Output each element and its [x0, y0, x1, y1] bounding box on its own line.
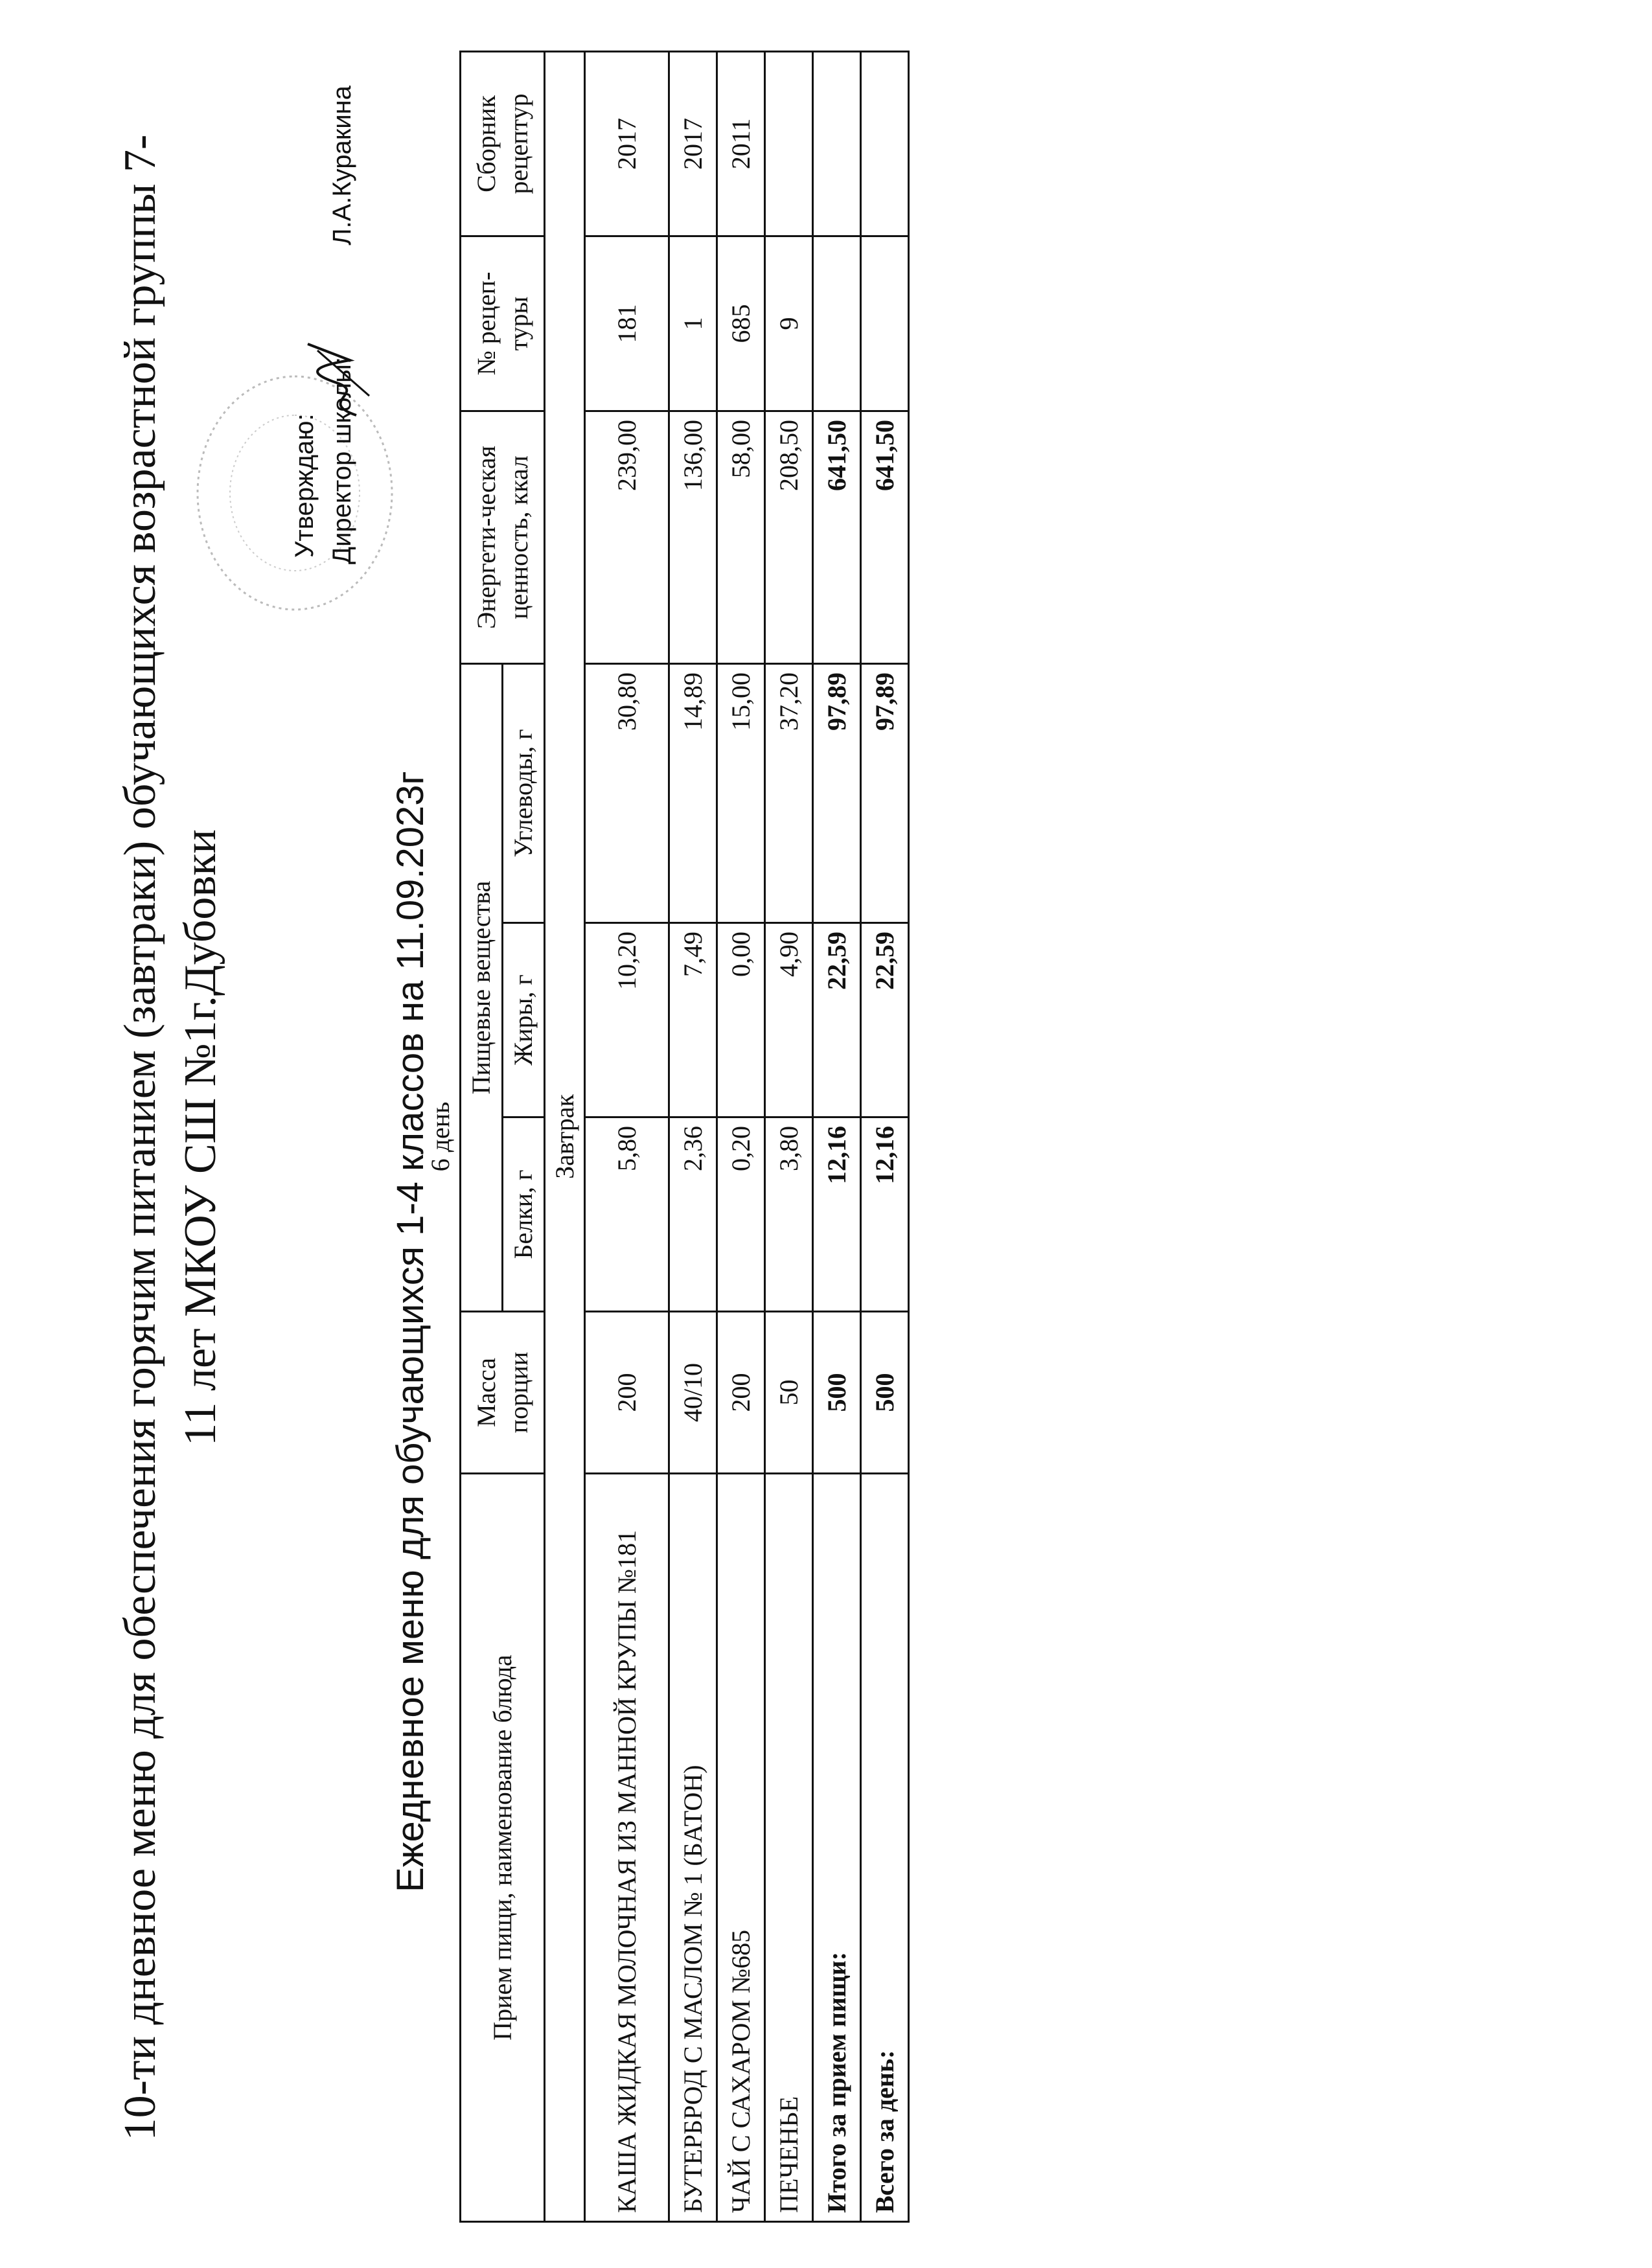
- day-label: 6 день: [421, 51, 461, 2221]
- signature-image: [304, 338, 376, 422]
- empty-cell: [813, 51, 861, 236]
- header-recipe-no: № рецеп-туры: [461, 236, 545, 411]
- dish-recipe: 9: [765, 236, 813, 411]
- subtotal-fat: 22,59: [813, 923, 861, 1117]
- dish-energy: 239,00: [585, 411, 669, 664]
- subtotal-row: [813, 51, 861, 2221]
- dish-carbs: 14,89: [669, 664, 717, 923]
- dish-mass: 50: [765, 1312, 813, 1474]
- dish-energy: 136,00: [669, 411, 717, 664]
- dish-protein: 2,36: [669, 1117, 717, 1312]
- dish-carbs: 15,00: [717, 664, 765, 923]
- total-protein: 12,16: [861, 1117, 909, 1312]
- dish-protein: 5,80: [585, 1117, 669, 1312]
- dish-fat: 4,90: [765, 923, 813, 1117]
- subtotal-energy: 641,50: [813, 411, 861, 664]
- dish-carbs: 37,20: [765, 664, 813, 923]
- total-energy: 641,50: [861, 411, 909, 664]
- dish-fat: 7,49: [669, 923, 717, 1117]
- subtotal-label: Итого за прием пищи:: [813, 1474, 861, 2222]
- dish-mass: 40/10: [669, 1312, 717, 1474]
- subtotal-carbs: 97,89: [813, 664, 861, 923]
- director-label: Директор школы:: [328, 357, 356, 564]
- subtotal-protein: 12,16: [813, 1117, 861, 1312]
- table-row: [765, 51, 813, 2221]
- header-protein: Белки, г: [503, 1117, 545, 1312]
- header-nutrients: Пищевые вещества: [461, 664, 503, 1312]
- subtotal-mass: 500: [813, 1312, 861, 1474]
- document-title-line2: 11 лет МКОУ СШ №1г.Дубовки: [176, 829, 225, 1446]
- dish-collection: 2011: [717, 51, 765, 236]
- table-row: [585, 51, 669, 2221]
- empty-cell: [813, 236, 861, 411]
- header-meal: Прием пищи, наименование блюда: [461, 1474, 545, 2222]
- menu-table: [421, 51, 910, 2223]
- dish-mass: 200: [585, 1312, 669, 1474]
- dish-fat: 0,00: [717, 923, 765, 1117]
- dish-name: ЧАЙ С САХАРОМ №685: [717, 1474, 765, 2222]
- approve-label: Утверждаю:: [290, 413, 319, 558]
- empty-cell: [861, 51, 909, 236]
- dish-protein: 3,80: [765, 1117, 813, 1312]
- total-label: Всего за день:: [861, 1474, 909, 2222]
- dish-energy: 208,50: [765, 411, 813, 664]
- header-energy: Энергети-ческая ценность, ккал: [461, 411, 545, 664]
- total-mass: 500: [861, 1312, 909, 1474]
- director-line: [328, 86, 357, 564]
- total-fat: 22,59: [861, 923, 909, 1117]
- header-collection: Сборник рецептур: [461, 51, 545, 236]
- total-row: [861, 51, 909, 2221]
- dish-carbs: 30,80: [585, 664, 669, 923]
- header-carbs: Углеводы, г: [503, 664, 545, 923]
- empty-cell: [861, 236, 909, 411]
- dish-name: ПЕЧЕНЬЕ: [765, 1474, 813, 2222]
- director-name: Л.А.Куракина: [328, 86, 356, 246]
- document-title-line1: 10-ти дневное меню для обеспечения горячим питанием (завтраки) обучающихся возрастной группы 7-: [115, 134, 165, 2141]
- dish-collection: [765, 51, 813, 236]
- dish-name: БУТЕРБРОД С МАСЛОМ № 1 (БАТОН): [669, 1474, 717, 2222]
- menu-subtitle: Ежедневное меню для обучающихся 1-4 классов на 11.09.2023г: [389, 771, 431, 1892]
- dish-protein: 0,20: [717, 1117, 765, 1312]
- header-mass: Масса порции: [461, 1312, 545, 1474]
- total-carbs: 97,89: [861, 664, 909, 923]
- table-row: [717, 51, 765, 2221]
- meal-label: Завтрак: [545, 51, 585, 2221]
- dish-energy: 58,00: [717, 411, 765, 664]
- dish-recipe: 181: [585, 236, 669, 411]
- dish-mass: 200: [717, 1312, 765, 1474]
- dish-collection: 2017: [669, 51, 717, 236]
- dish-fat: 10,20: [585, 923, 669, 1117]
- table-row: [669, 51, 717, 2221]
- dish-recipe: 1: [669, 236, 717, 411]
- dish-recipe: 685: [717, 236, 765, 411]
- header-fat: Жиры, г: [503, 923, 545, 1117]
- dish-name: КАША ЖИДКАЯ МОЛОЧНАЯ ИЗ МАННОЙ КРУПЫ №181: [585, 1474, 669, 2222]
- dish-collection: 2017: [585, 51, 669, 236]
